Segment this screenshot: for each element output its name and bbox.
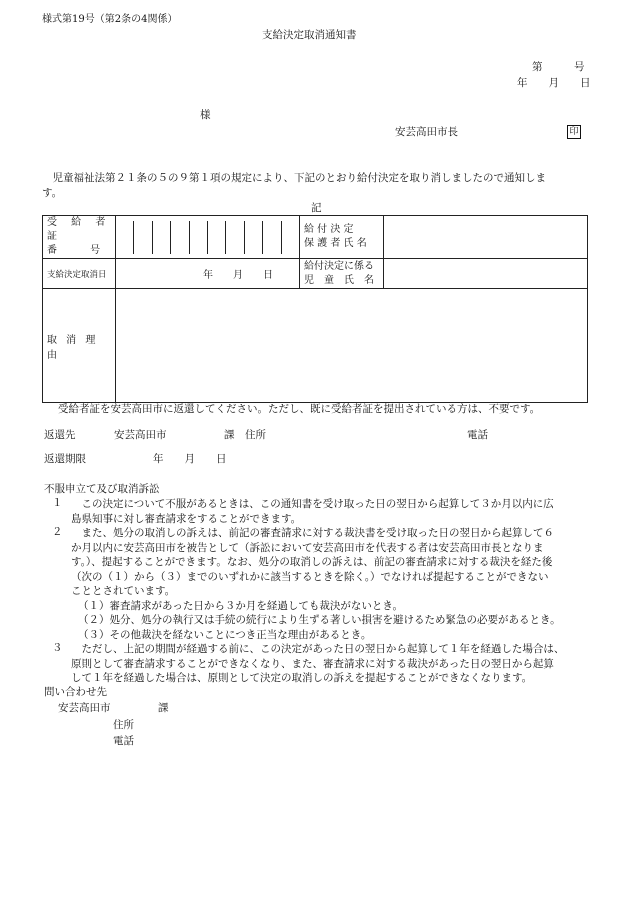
table-row — [43, 259, 588, 289]
addressee-suffix: 様 — [200, 109, 211, 121]
contact-ka: 課 — [158, 702, 169, 714]
item-number: ２ — [52, 526, 63, 538]
item-line: こととされています。 — [71, 585, 176, 597]
recipient-number-label: 受 給 者 証 番 号 — [43, 216, 116, 259]
issue-date: 年 月 日 — [517, 77, 591, 89]
guardian-name-field[interactable] — [384, 216, 588, 259]
reason-field[interactable] — [116, 289, 588, 403]
item-line: して１年を経過した場合は、原則として決定の取消しの訴えを提起することができなくなります。 — [71, 672, 533, 684]
item-line: か月以内に安芸高田市を被告として（訴訟において安芸高田市を代表する者は安芸高田市長となりま — [71, 541, 544, 554]
appeal-item-2 — [44, 526, 561, 642]
item-line: （２）処分、処分の執行又は手続の続行により生ずる著しい損害を避けるため緊急の必要があるとき。 — [78, 614, 561, 626]
item-number: １ — [52, 497, 63, 509]
item-line: （３）その他裁決を経ないことにつき正当な理由があるとき。 — [78, 628, 372, 641]
form-number: 様式第19号（第2条の4関係） — [42, 14, 178, 25]
cancellation-form-table — [42, 215, 588, 403]
return-to-city: 安芸高田市 — [114, 429, 167, 441]
guardian-name-label: 給 付 決 定 保 護 者 氏 名 — [300, 216, 384, 259]
contact-phone: 電話 — [113, 735, 134, 747]
reason-label: 取 消 理 由 — [43, 289, 116, 403]
appeal-item-1 — [44, 497, 554, 526]
child-name-field[interactable] — [384, 259, 588, 289]
document-title: 支給決定取消通知書 — [262, 29, 357, 41]
seal-mark: 印 — [567, 125, 581, 139]
deadline-date: 年 月 日 — [153, 453, 227, 465]
item-line: （次の（１）から（３）までのいずれかに該当するときを除く。）でなければ提起することができない — [71, 570, 549, 583]
intro-paragraph — [42, 171, 592, 201]
recipient-number-cells[interactable] — [116, 216, 300, 259]
return-to-phone: 電話 — [467, 429, 488, 441]
item-line: 原則として審査請求することができなくなり、また、審査請求に対する裁決があった日の翌日から起算 — [71, 657, 554, 670]
return-to-address: 課 住所 — [224, 429, 266, 441]
table-row — [43, 216, 588, 259]
deadline-label: 返還期限 — [44, 453, 86, 465]
cancel-date-field[interactable]: 年 月 日 — [116, 259, 300, 289]
item-line: す。）、提起することができます。なお、処分の取消しの訴えは、前記の審査請求に対する裁決を経た後 — [71, 556, 553, 568]
intro-line-1: 児童福祉法第２１条の５の９第１項の規定により、下記のとおり給付決定を取り消しましたので通知しま — [52, 172, 546, 184]
contact-address: 住所 — [113, 719, 134, 731]
ki-label: 記 — [311, 202, 322, 214]
cancel-date-label: 支給決定取消日 — [43, 259, 116, 289]
issuer-name: 安芸高田市長 — [395, 126, 458, 138]
contact-city: 安芸高田市 — [58, 702, 111, 714]
item-line: この決定について不服があるときは、この通知書を受け取った日の翌日から起算して３か月以内に広 — [71, 498, 554, 510]
item-line: （１）審査請求があった日から３か月を経過しても裁決がないとき。 — [78, 599, 403, 612]
child-name-label: 給付決定に係る 児 童 氏 名 — [300, 259, 384, 289]
intro-line-2: す。 — [42, 187, 63, 199]
appeal-heading: 不服申立て及び取消訴訟 — [44, 483, 160, 495]
item-line: また、処分の取消しの訴えは、前記の審査請求に対する裁決書を受け取った日の翌日から起算して６ — [71, 527, 554, 539]
item-line: 島県知事に対し審査請求をすることができます。 — [71, 512, 302, 525]
return-notice: 受給者証を安芸高田市に返還してください。ただし、既に受給者証を提出されている方は、不要です。 — [58, 403, 541, 415]
return-to-label: 返還先 — [44, 429, 76, 441]
table-row — [43, 289, 588, 403]
document-number: 第 号 — [532, 61, 585, 73]
item-line: ただし、上記の期間が経過する前に、この決定があった日の翌日から起算して１年を経過した場合は、 — [71, 643, 565, 655]
contact-heading: 問い合わせ先 — [44, 686, 107, 698]
appeal-item-3 — [44, 642, 564, 686]
item-number: ３ — [52, 642, 63, 654]
